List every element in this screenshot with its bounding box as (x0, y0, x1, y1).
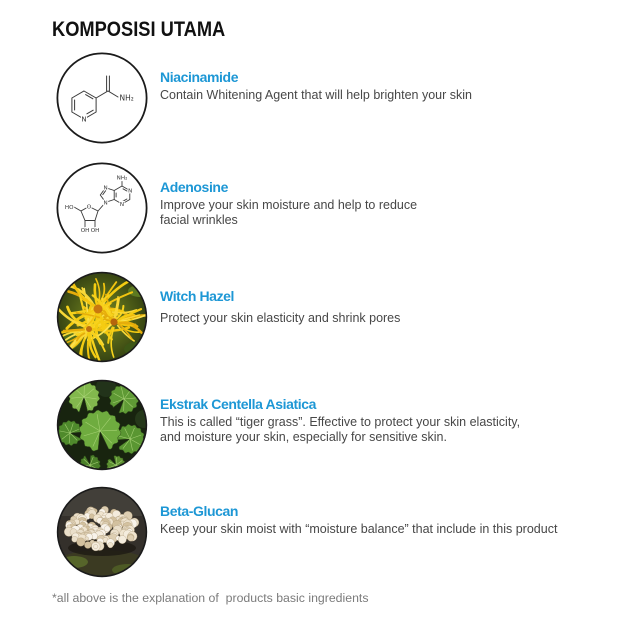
description-line: Protect your skin elasticity and shrink pores (160, 311, 401, 325)
ingredient-row-niacinamide (56, 52, 616, 144)
n1-label: N (128, 188, 133, 195)
amide-group-label: NH₂ (119, 93, 134, 103)
description-line: This is called “tiger grass”. Effective to protect your skin elasticity, (160, 415, 521, 429)
description-line: and moisture your skin, especially for sensitive skin. (160, 430, 447, 444)
ingredient-row-adenosine (56, 162, 616, 254)
witch-hazel-photo-icon (56, 271, 148, 363)
hydroxyl-label: OH (80, 228, 90, 234)
ring-oxygen-label: O (86, 204, 92, 211)
ingredient-name: Ekstrak Centella Asiatica (160, 396, 317, 412)
centella-asiatica-photo-icon (56, 379, 148, 471)
description-line: Contain Whitening Agent that will help brighten your skin (160, 88, 472, 102)
hydroxymethyl-label: HO (64, 205, 74, 211)
ingredient-description (160, 311, 400, 326)
amino-group-label: NH₂ (116, 175, 128, 182)
ingredient-name: Witch Hazel (160, 288, 235, 304)
ingredient-row-beta-glucan (56, 486, 616, 578)
niacinamide-structure-icon (56, 52, 148, 144)
n9-label: N (103, 200, 108, 207)
ingredient-row-centella-asiatica (56, 379, 616, 471)
n7-label: N (103, 185, 108, 192)
ingredient-name: Niacinamide (160, 69, 239, 85)
ingredient-row-witch-hazel (56, 271, 616, 363)
ingredient-description (160, 88, 472, 103)
beta-glucan-photo-icon (56, 486, 148, 578)
ingredient-name: Beta-Glucan (160, 503, 239, 519)
ring-nitrogen-label: N (81, 115, 87, 124)
n3-label: N (119, 202, 125, 208)
description-line: Improve your skin moisture and help to reduce (160, 198, 418, 212)
hydroxyl-label: OH (90, 228, 100, 234)
ingredient-description (160, 415, 520, 445)
ingredient-name: Adenosine (160, 179, 228, 195)
ingredient-description (160, 198, 417, 228)
description-line: Keep your skin moist with “moisture balance” that include in this product (160, 522, 558, 536)
adenosine-structure-icon (56, 162, 148, 254)
page-title: KOMPOSISI UTAMA (52, 18, 226, 41)
ingredient-description (160, 522, 557, 537)
description-line: facial wrinkles (160, 213, 238, 227)
footnote: *all above is the explanation of products basic ingredients (52, 591, 369, 605)
